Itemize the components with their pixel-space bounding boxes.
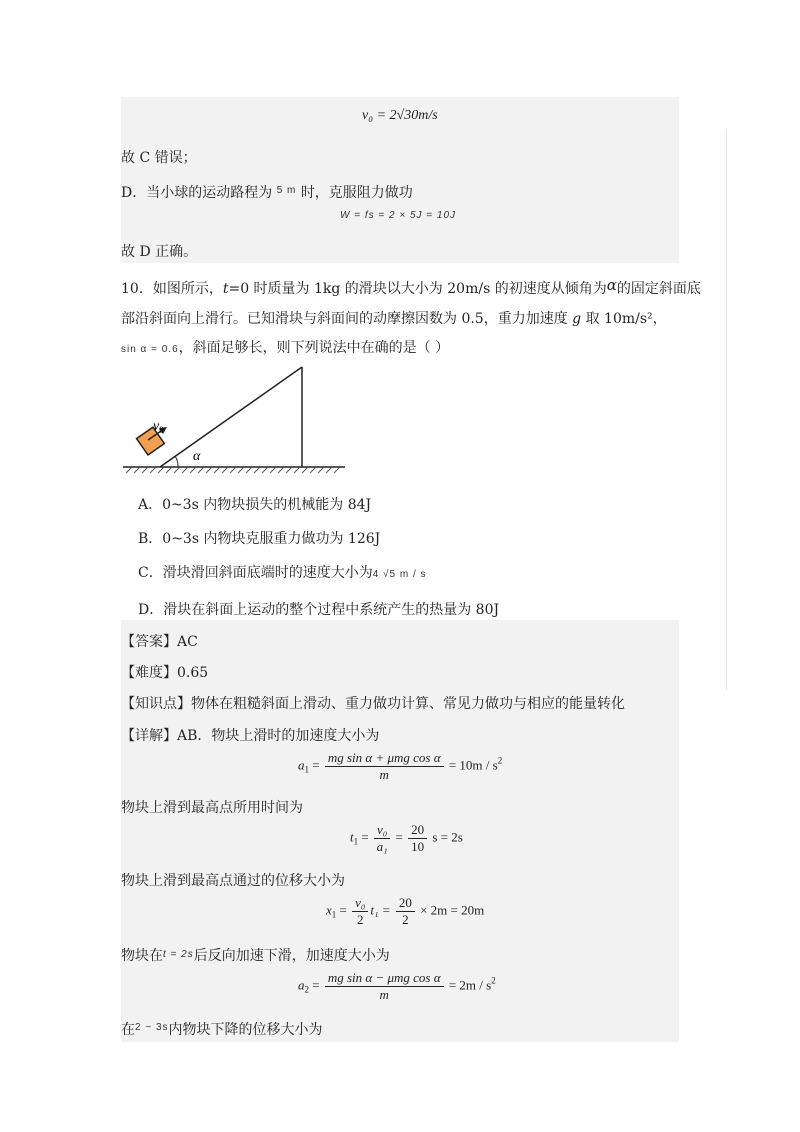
alpha-label: α xyxy=(193,449,201,464)
time-text: 物块上滑到最高点所用时间为 xyxy=(121,800,303,816)
knowledge-line: 【知识点】物体在粗糙斜面上滑动、重力做功计算、常见力做功与相应的能量转化 xyxy=(121,696,625,712)
a2-result: = 2m / s xyxy=(448,977,492,993)
d-correct-text: 故 D 正确。 xyxy=(121,244,198,260)
reverse-prefix: 物块在 xyxy=(121,948,163,964)
question-line-2 xyxy=(121,309,667,329)
a1-symbol: a xyxy=(298,757,305,773)
a2-symbol: a xyxy=(298,977,305,993)
option-a: A．0~3s 内物块损失的机械能为 84J xyxy=(138,497,372,513)
x1-fraction-1 xyxy=(352,895,368,928)
x1-denominator-1: 2 xyxy=(357,912,364,927)
reverse-text xyxy=(121,945,390,966)
x1-symbol: x xyxy=(326,902,332,918)
question-prefix: 10．如图所示， xyxy=(121,281,223,297)
t1-fraction-2 xyxy=(408,822,427,855)
a2-exponent: 2 xyxy=(491,975,496,986)
a1-fraction xyxy=(325,750,444,783)
time-symbol: t xyxy=(222,281,229,297)
x1-result: × 2m = 20m xyxy=(420,902,485,918)
a2-denominator: m xyxy=(379,987,389,1002)
option-c-text: C．滑块滑回斜面底端时的速度大小为 xyxy=(138,565,373,581)
g-value: 取 10m/s²， xyxy=(585,311,667,327)
a1-formula: $a_1$ = $\frac{\text{mg sin α + μmg cos α}}{m}$ = $10m / s^2$ xyxy=(298,750,503,782)
a2-formula: $a_2$ = $\frac{\text{mg sin α − μmg cos α}}{m}$ = $2m / s^2$ xyxy=(298,970,496,1002)
option-b: B．0~3s 内物块克服重力做功为 126J xyxy=(138,531,381,547)
angle-arc xyxy=(175,456,178,467)
answer-line: 【答案】AC xyxy=(121,634,198,650)
friction-text: 部沿斜面向上滑行。已知滑块与斜面间的动摩擦因数为 0.5，重力加速度 xyxy=(121,311,568,327)
option-d: D．滑块在斜面上运动的整个过程中系统产生的热量为 80J xyxy=(138,602,500,618)
option-c xyxy=(138,563,427,585)
margin-rule xyxy=(726,130,727,690)
question-line-3 xyxy=(121,338,449,360)
last-range: 2 ~ 3s xyxy=(135,1022,169,1033)
d-intro: D．当小球的运动路程为 xyxy=(121,185,273,201)
x1-formula: $x_1$ = $\frac{\text{v₀}}{2}$ t₁ = $\frac{20}{2}$ × 2m = 20m xyxy=(326,895,485,927)
question-prompt: ，斜面足够长，则下列说法中在确的是（ ） xyxy=(178,340,450,356)
displacement-text: 物块上滑到最高点通过的位移大小为 xyxy=(121,873,345,889)
difficulty-line: 【难度】0.65 xyxy=(121,665,209,681)
option-c-value: 4 √5 m / s xyxy=(372,569,427,580)
a1-result: = 10m / s xyxy=(448,757,498,773)
t1-denominator-2: 10 xyxy=(411,839,425,854)
x1-numerator-2: 20 xyxy=(396,895,415,912)
ground-hatching xyxy=(126,467,340,473)
a1-subscript: 1 xyxy=(304,764,309,775)
t1-symbol: t xyxy=(350,829,354,845)
t1-fraction-1 xyxy=(374,822,390,855)
v0-formula: v₀ = 2√30m/s xyxy=(362,108,438,123)
a2-numerator: mg sin α − μmg cos α xyxy=(325,970,444,987)
detail-line: 【详解】AB．物块上滑时的加速度大小为 xyxy=(121,728,380,744)
t1-result: s = 2s xyxy=(432,829,463,845)
a1-denominator: m xyxy=(379,767,389,782)
x1-subscript: 1 xyxy=(331,909,337,920)
incline-surface xyxy=(160,367,302,467)
t1-formula: $t_1$ = $\frac{\text{v₀}}{\text{a₁}}$ = $\frac{20}{10}$ s = 2s xyxy=(350,822,463,854)
x1-fraction-2 xyxy=(396,895,415,928)
work-formula: W = fs = 2 × 5J = 10J xyxy=(340,210,457,221)
t1-subscript: 1 xyxy=(353,836,359,847)
incline-figure xyxy=(120,360,350,480)
last-line xyxy=(121,1018,323,1040)
x1-denominator-2: 2 xyxy=(402,912,409,927)
t1-denominator-1: a₁ xyxy=(376,839,388,854)
a2-fraction xyxy=(325,970,444,1003)
question-line1-end: 的固定斜面底 xyxy=(616,281,701,297)
question-mass-speed: =0 时质量为 1kg 的滑块以大小为 20m/s 的初速度从倾角为 xyxy=(228,281,607,297)
reverse-time: t = 2s xyxy=(163,949,194,960)
d-distance: 5 m xyxy=(276,185,297,196)
x1-numerator-1: v₀ xyxy=(352,895,368,912)
d-statement xyxy=(121,181,413,203)
last-prefix: 在 xyxy=(121,1022,135,1038)
t1-numerator-1: v₀ xyxy=(374,822,390,839)
a1-numerator: mg sin α + μmg cos α xyxy=(325,750,444,767)
a1-exponent: 2 xyxy=(497,755,503,766)
d-suffix: 时，克服阻力做功 xyxy=(300,185,413,201)
reverse-suffix: 后反向加速下滑，加速度大小为 xyxy=(193,948,390,964)
alpha-symbol: α xyxy=(606,276,617,294)
t1-numerator-2: 20 xyxy=(408,822,427,839)
x1-middle: t₁ = xyxy=(370,902,391,918)
v0-label: $v_0$ xyxy=(153,419,164,435)
question-line-1 xyxy=(121,275,701,299)
sin-alpha-value: sin α = 0.6 xyxy=(121,344,179,355)
c-wrong-text: 故 C 错误； xyxy=(121,150,197,166)
a2-subscript: 2 xyxy=(304,984,309,995)
g-symbol: g xyxy=(572,311,582,327)
last-suffix: 内物块下降的位移大小为 xyxy=(168,1022,323,1038)
